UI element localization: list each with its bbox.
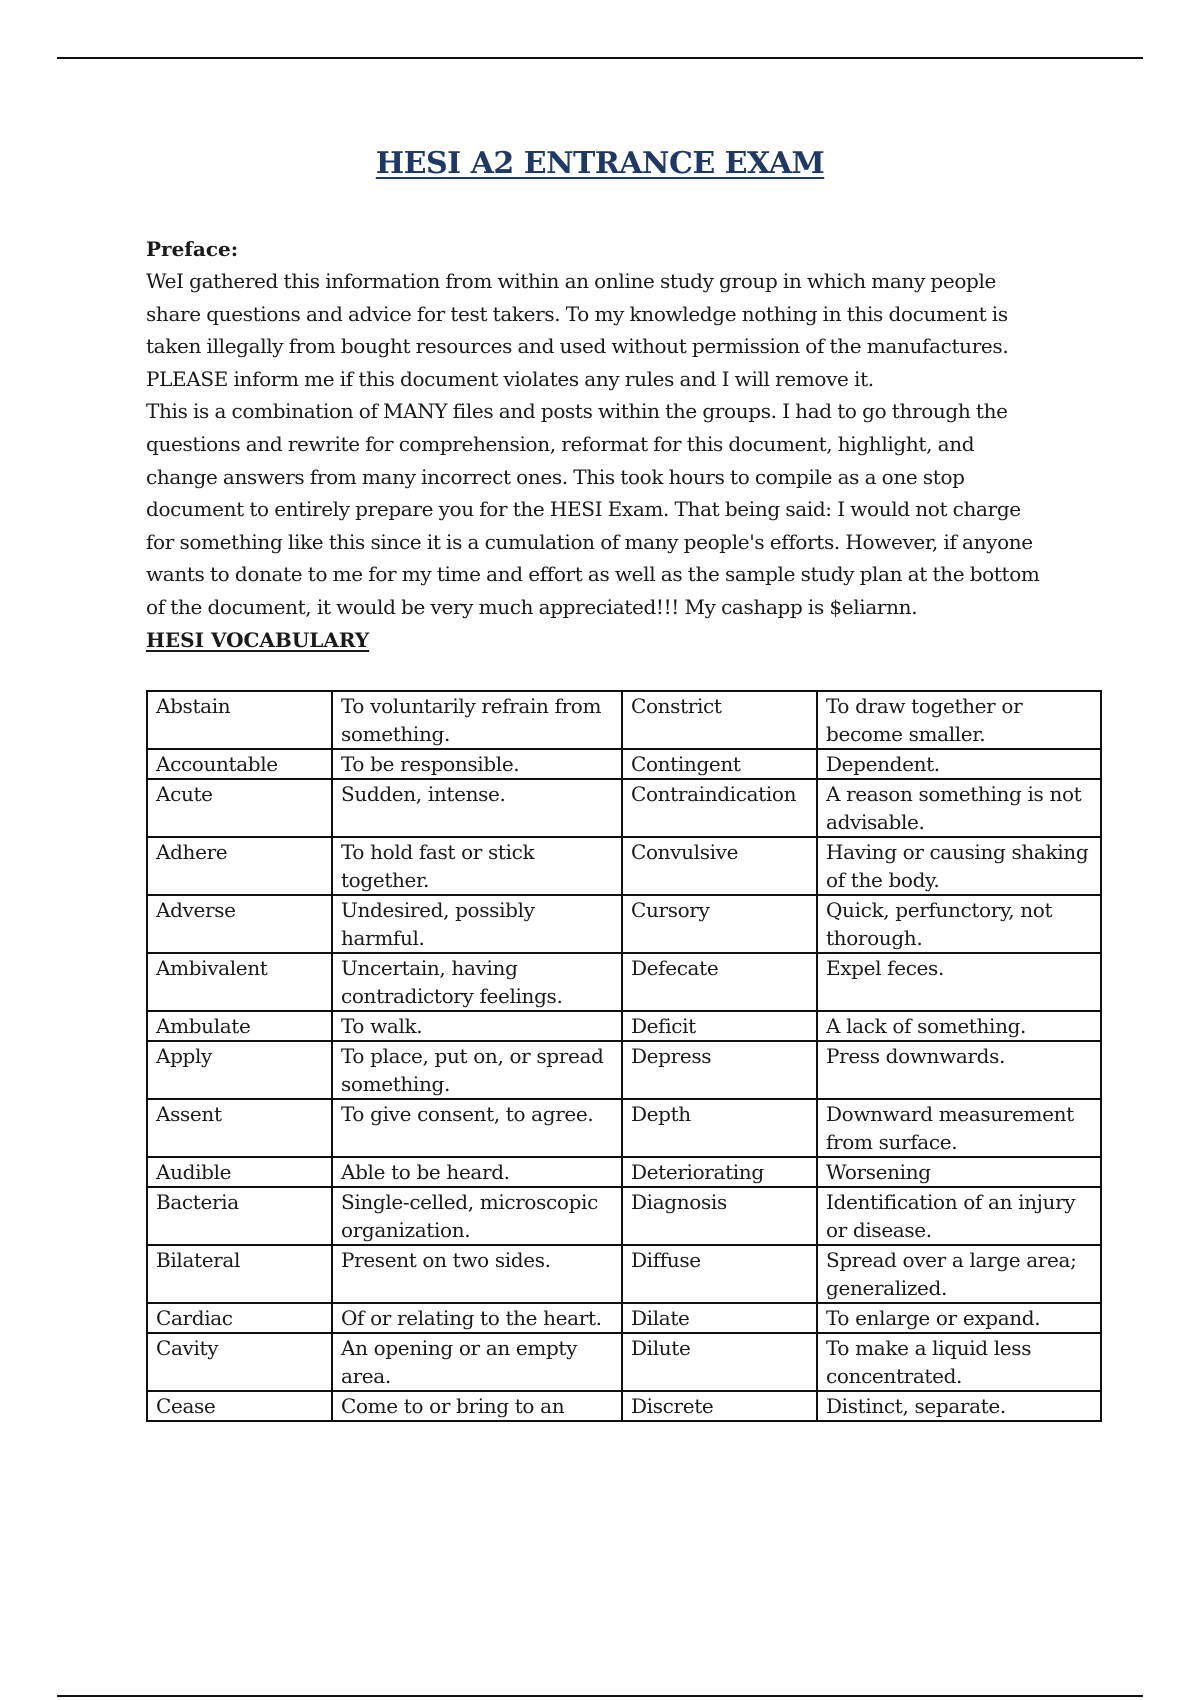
vocab-term-cell: Apply <box>147 1041 332 1099</box>
vocab-term-cell: Ambivalent <box>147 953 332 1011</box>
preface-line: wants to donate to me for my time and effort as well as the sample study plan at the bottom <box>146 562 1040 587</box>
preface-line: questions and rewrite for comprehension, reformat for this document, highlight, and <box>146 431 975 456</box>
vocab-definition-cell: Expel feces. <box>817 953 1101 1011</box>
vocab-term-cell: Contraindication <box>622 779 817 837</box>
vocab-term-cell: Deficit <box>622 1011 817 1041</box>
vocab-term-cell: Dilute <box>622 1333 817 1391</box>
header-rule <box>57 57 1143 59</box>
vocabulary-table-body <box>147 691 1101 1421</box>
vocab-term-cell: Bacteria <box>147 1187 332 1245</box>
vocab-term-cell: Ambulate <box>147 1011 332 1041</box>
table-row <box>147 895 1101 953</box>
vocab-term-cell: Accountable <box>147 749 332 779</box>
table-row <box>147 1303 1101 1333</box>
vocab-definition-cell: Press downwards. <box>817 1041 1101 1099</box>
vocab-definition-cell: Quick, perfunctory, not thorough. <box>817 895 1101 953</box>
vocab-definition-cell: To be responsible. <box>332 749 622 779</box>
vocab-definition-cell: Distinct, separate. <box>817 1391 1101 1421</box>
table-row <box>147 779 1101 837</box>
vocab-definition-cell: Single-celled, microscopic organization. <box>332 1187 622 1245</box>
vocab-term-cell: Diffuse <box>622 1245 817 1303</box>
preface-line: of the document, it would be very much appreciated!!! My cashapp is $eliarnn. <box>146 594 918 619</box>
table-row <box>147 1099 1101 1157</box>
table-row <box>147 1157 1101 1187</box>
table-row <box>147 749 1101 779</box>
vocab-definition-cell: Able to be heard. <box>332 1157 622 1187</box>
vocab-definition-cell: Uncertain, having contradictory feelings. <box>332 953 622 1011</box>
vocab-definition-cell: Undesired, possibly harmful. <box>332 895 622 953</box>
preface-line: share questions and advice for test takers. To my knowledge nothing in this document is <box>146 301 1008 326</box>
vocab-term-cell: Cursory <box>622 895 817 953</box>
vocab-definition-cell: An opening or an empty area. <box>332 1333 622 1391</box>
vocab-definition-cell: To give consent, to agree. <box>332 1099 622 1157</box>
vocab-term-cell: Assent <box>147 1099 332 1157</box>
vocab-definition-cell: Worsening <box>817 1157 1101 1187</box>
vocab-definition-cell: Spread over a large area; generalized. <box>817 1245 1101 1303</box>
vocab-definition-cell: A lack of something. <box>817 1011 1101 1041</box>
preface-line: change answers from many incorrect ones. This took hours to compile as a one stop <box>146 464 965 489</box>
vocab-term-cell: Convulsive <box>622 837 817 895</box>
vocab-term-cell: Contingent <box>622 749 817 779</box>
preface-line: for something like this since it is a cumulation of many people's efforts. However, if anyone <box>146 529 1033 554</box>
vocab-definition-cell: To make a liquid less concentrated. <box>817 1333 1101 1391</box>
vocab-definition-cell: Dependent. <box>817 749 1101 779</box>
vocab-definition-cell: To voluntarily refrain from something. <box>332 691 622 749</box>
vocab-definition-cell: Downward measurement from surface. <box>817 1099 1101 1157</box>
preface-line: This is a combination of MANY files and posts within the groups. I had to go through the <box>146 399 1008 424</box>
page-title: HESI A2 ENTRANCE EXAM <box>375 146 825 181</box>
preface-line: WeI gathered this information from within an online study group in which many people <box>146 269 997 293</box>
preface-heading: Preface: <box>146 237 239 261</box>
vocab-term-cell: Dilate <box>622 1303 817 1333</box>
vocab-definition-cell: Come to or bring to an <box>332 1391 622 1421</box>
vocab-term-cell: Constrict <box>622 691 817 749</box>
vocab-definition-cell: Present on two sides. <box>332 1245 622 1303</box>
table-row <box>147 837 1101 895</box>
vocab-term-cell: Depress <box>622 1041 817 1099</box>
vocab-term-cell: Adverse <box>147 895 332 953</box>
preface-paragraph <box>146 265 1096 624</box>
vocab-definition-cell: To walk. <box>332 1011 622 1041</box>
vocab-term-cell: Bilateral <box>147 1245 332 1303</box>
vocab-definition-cell: Sudden, intense. <box>332 779 622 837</box>
vocab-term-cell: Cease <box>147 1391 332 1421</box>
vocabulary-table <box>146 690 1102 1422</box>
vocab-term-cell: Discrete <box>622 1391 817 1421</box>
vocab-definition-cell: To hold fast or stick together. <box>332 837 622 895</box>
vocab-term-cell: Defecate <box>622 953 817 1011</box>
vocab-term-cell: Deteriorating <box>622 1157 817 1187</box>
vocab-term-cell: Adhere <box>147 837 332 895</box>
table-row <box>147 1011 1101 1041</box>
vocab-definition-cell: Of or relating to the heart. <box>332 1303 622 1333</box>
vocab-term-cell: Cardiac <box>147 1303 332 1333</box>
vocab-definition-cell: To place, put on, or spread something. <box>332 1041 622 1099</box>
footer-rule <box>57 1695 1143 1697</box>
vocab-definition-cell: To draw together or become smaller. <box>817 691 1101 749</box>
vocab-term-cell: Depth <box>622 1099 817 1157</box>
vocab-term-cell: Abstain <box>147 691 332 749</box>
vocab-definition-cell: A reason something is not advisable. <box>817 779 1101 837</box>
table-row <box>147 1041 1101 1099</box>
preface-line: PLEASE inform me if this document violates any rules and I will remove it. <box>146 366 874 391</box>
table-row <box>147 1245 1101 1303</box>
vocab-term-cell: Diagnosis <box>622 1187 817 1245</box>
vocab-definition-cell: Identification of an injury or disease. <box>817 1187 1101 1245</box>
table-row <box>147 953 1101 1011</box>
vocab-term-cell: Cavity <box>147 1333 332 1391</box>
vocab-term-cell: Acute <box>147 779 332 837</box>
table-row <box>147 1187 1101 1245</box>
preface-section <box>146 233 1096 656</box>
vocab-definition-cell: Having or causing shaking of the body. <box>817 837 1101 895</box>
table-row <box>147 1391 1101 1421</box>
vocab-definition-cell: To enlarge or expand. <box>817 1303 1101 1333</box>
table-row <box>147 691 1101 749</box>
preface-line: taken illegally from bought resources and used without permission of the manufactures. <box>146 334 1009 359</box>
preface-line: document to entirely prepare you for the HESI Exam. That being said: I would not charge <box>146 497 1021 522</box>
table-row <box>147 1333 1101 1391</box>
vocab-term-cell: Audible <box>147 1157 332 1187</box>
vocabulary-heading: HESI VOCABULARY <box>146 627 370 652</box>
